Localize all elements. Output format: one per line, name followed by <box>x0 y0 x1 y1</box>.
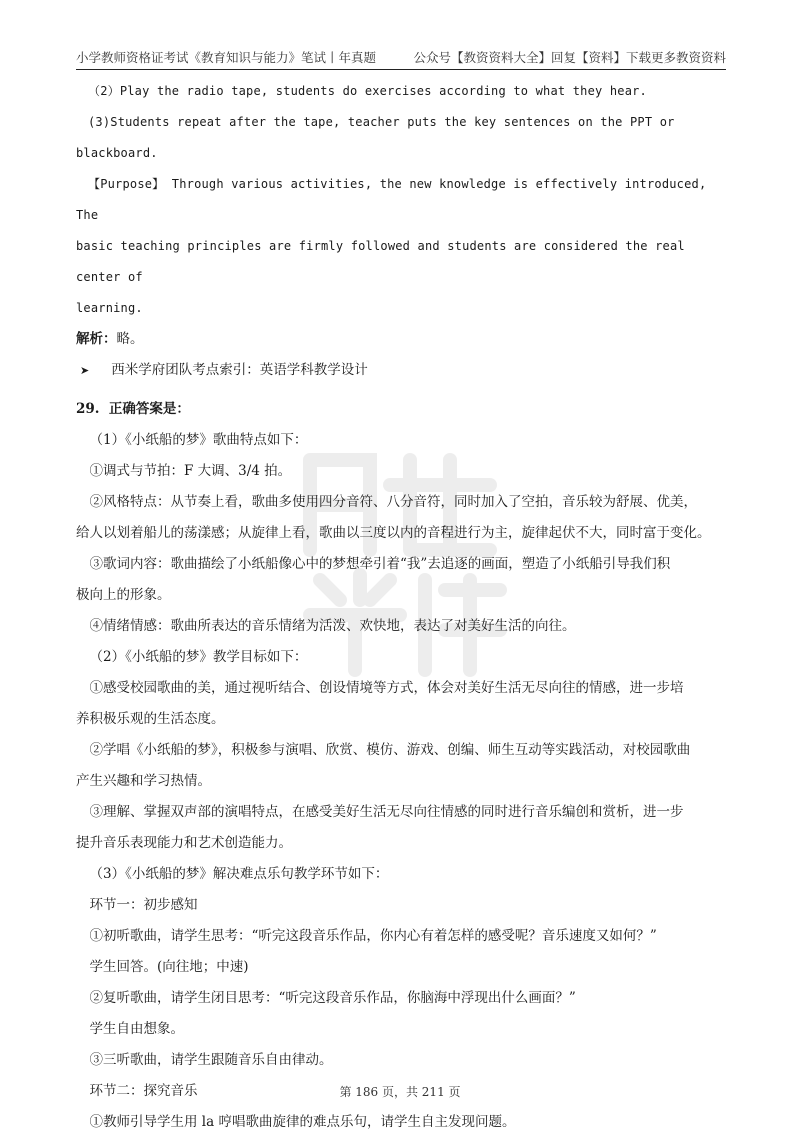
text-line: ③歌词内容：歌曲描绘了小纸船像心中的梦想牵引着“我”去追逐的画面，塑造了小纸船引导我们积 <box>89 556 671 572</box>
text-line: ①教师引导学生用 la 哼唱歌曲旋律的难点乐句，请学生自主发现问题。 <box>89 1114 516 1130</box>
document-body <box>76 76 726 1138</box>
text-line: 养积极乐观的生活态度。 <box>76 711 225 727</box>
arrow-bullet-icon: ➤ <box>80 364 90 377</box>
text-line: 极向上的形象。 <box>76 587 171 603</box>
step-heading: 环节一：初步感知 <box>89 897 198 913</box>
header-promo: 公众号【教资资料大全】回复【资料】下载更多教资资料 <box>413 50 726 65</box>
text-line: ④情绪情感：歌曲所表达的音乐情绪为活泼、欢快地，表达了对美好生活的向往。 <box>89 618 576 634</box>
text-line: （2）Play the radio tape, students do exercises according to what they hear. <box>88 84 647 98</box>
text-line: ③理解、掌握双声部的演唱特点，在感受美好生活无尽向往情感的同时进行音乐编创和赏析，进一步 <box>89 804 684 820</box>
text-line: 学生回答。(向往地；中速) <box>89 959 249 975</box>
question-number: 29. <box>76 401 100 417</box>
purpose-label: 【Purpose】 <box>88 177 165 191</box>
text-line: ②复听歌曲，请学生闭目思考：“听完这段音乐作品，你脑海中浮现出什么画面？” <box>89 990 576 1006</box>
text-line: ②学唱《小纸船的梦》，积极参与演唱、欣赏、模仿、游戏、创编、师生互动等实践活动，对校园歌曲 <box>89 742 691 758</box>
section-heading: （1）《小纸船的梦》歌曲特点如下： <box>89 432 308 448</box>
analysis-text: 略。 <box>116 331 144 347</box>
text-line: basic teaching principles are firmly followed and students are considered the real center of <box>76 239 685 284</box>
section-heading: （3）《小纸船的梦》解决难点乐句教学环节如下： <box>89 866 389 882</box>
text-line: 提升音乐表现能力和艺术创造能力。 <box>76 835 292 851</box>
analysis-line <box>76 324 726 355</box>
text-line: (3)Students repeat after the tape, teacher puts the key sentences on the PPT or blackboard. <box>76 115 675 160</box>
text-line: ①调式与节拍：F 大调、3/4 拍。 <box>89 463 292 479</box>
question-heading <box>76 394 726 425</box>
spacer <box>76 386 726 394</box>
step-heading: 环节二：探究音乐 <box>89 1083 198 1099</box>
question-title: 正确答案是： <box>108 401 190 417</box>
page-number: 第 186 页，共 211 页 <box>339 1085 461 1099</box>
analysis-label: 解析： <box>76 331 117 347</box>
text-line: ①初听歌曲，请学生思考：“听完这段音乐作品，你内心有着怎样的感受呢？音乐速度又如何？” <box>89 928 657 944</box>
bullet-text: 西米学府团队考点索引：英语学科教学设计 <box>111 362 368 378</box>
header-title: 小学教师资格证考试《教育知识与能力》笔试丨年真题 <box>76 50 377 65</box>
bullet-line <box>76 355 726 386</box>
text-line: ②风格特点：从节奏上看，歌曲多使用四分音符、八分音符，同时加入了空拍，音乐较为舒展、优美， <box>89 494 697 510</box>
text-line: 给人以划着船儿的荡漾感；从旋律上看，歌曲以三度以内的音程进行为主，旋律起伏不大，同时富于变化。 <box>76 525 711 541</box>
page-header <box>76 44 726 70</box>
text-line: ①感受校园歌曲的美，通过视听结合、创设情境等方式，体会对美好生活无尽向往的情感，进一步培 <box>89 680 684 696</box>
text-line: learning. <box>76 301 143 315</box>
purpose-paragraph <box>76 169 726 231</box>
text-line: 学生自由想象。 <box>89 1021 184 1037</box>
text-line: 产生兴趣和学习热情。 <box>76 773 211 789</box>
purpose-text: Through various activities, the new knowledge is effectively introduced, The <box>76 177 707 222</box>
text-line: ③三听歌曲，请学生跟随音乐自由律动。 <box>89 1052 333 1068</box>
section-heading: （2）《小纸船的梦》教学目标如下： <box>89 649 308 665</box>
